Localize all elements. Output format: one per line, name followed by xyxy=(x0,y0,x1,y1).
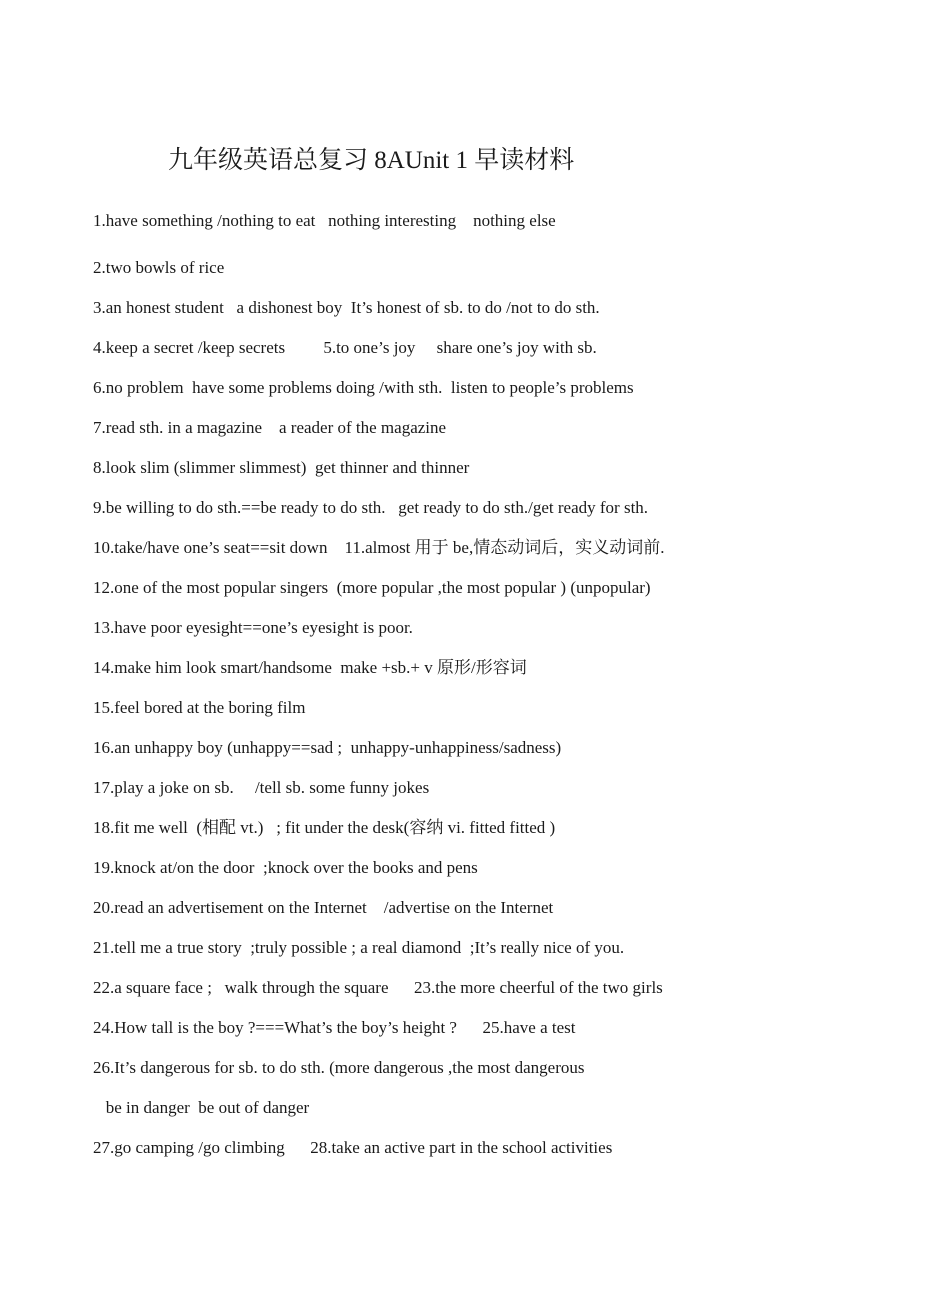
text-line: 1.have something /nothing to eat nothing interesting nothing else xyxy=(93,211,556,230)
text-line: 12.one of the most popular singers (more popular ,the most popular ) (unpopular) xyxy=(93,578,651,597)
text-line: 24.How tall is the boy ?===What’s the boy’s height ? 25.have a test xyxy=(93,1018,576,1037)
text-line: 17.play a joke on sb. /tell sb. some funny jokes xyxy=(93,778,430,797)
text-line: 13.have poor eyesight==one’s eyesight is poor. xyxy=(93,618,413,637)
text-line: be in danger be out of danger xyxy=(93,1098,310,1117)
text-line: 2.two bowls of rice xyxy=(93,258,225,277)
text-line: 7.read sth. in a magazine a reader of the magazine xyxy=(93,418,447,437)
text-line: 3.an honest student a dishonest boy It’s honest of sb. to do /not to do sth. xyxy=(93,298,600,317)
text-line: 21.tell me a true story ;truly possible ; a real diamond ;It’s really nice of you. xyxy=(93,938,625,957)
text-line: 8.look slim (slimmer slimmest) get thinner and thinner xyxy=(93,458,470,477)
text-line: 4.keep a secret /keep secrets 5.to one’s joy share one’s joy with sb. xyxy=(93,338,597,357)
document-title: 九年级英语总复习 8AUnit 1 早读材料 xyxy=(168,147,575,174)
text-line: 16.an unhappy boy (unhappy==sad ; unhappy-unhappiness/sadness) xyxy=(93,738,562,757)
text-line: 20.read an advertisement on the Internet /advertise on the Internet xyxy=(93,898,554,917)
text-line: 22.a square face ; walk through the square 23.the more cheerful of the two girls xyxy=(93,978,663,997)
text-line: 27.go camping /go climbing 28.take an active part in the school activities xyxy=(93,1138,613,1157)
text-line: 18.fit me well (相配 vt.) ; fit under the desk(容纳 vi. fitted fitted ) xyxy=(93,818,556,837)
text-line: 6.no problem have some problems doing /with sth. listen to people’s problems xyxy=(93,378,634,397)
text-line: 10.take/have one’s seat==sit down 11.almost 用于 be,情态动词后，实义动词前. xyxy=(93,538,665,557)
text-line: 19.knock at/on the door ;knock over the books and pens xyxy=(93,858,478,877)
text-line: 15.feel bored at the boring film xyxy=(93,698,306,717)
text-line: 9.be willing to do sth.==be ready to do sth. get ready to do sth./get ready for sth. xyxy=(93,498,649,517)
text-line: 26.It’s dangerous for sb. to do sth. (more dangerous ,the most dangerous xyxy=(93,1058,585,1077)
text-line: 14.make him look smart/handsome make +sb.+ v 原形/形容词 xyxy=(93,658,527,677)
